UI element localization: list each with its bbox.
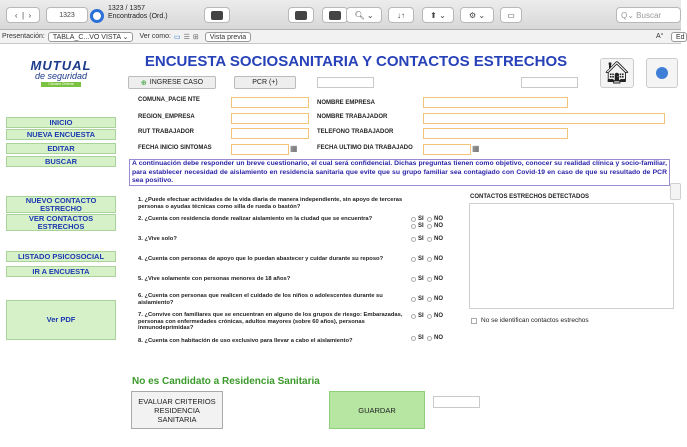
radio-icon <box>427 336 432 341</box>
settings-button[interactable] <box>460 7 494 23</box>
delete-record-icon <box>329 11 341 20</box>
form-view-icon[interactable]: ▭ <box>173 33 181 41</box>
no-contacts-checkbox[interactable]: No se identifican contactos estrechos <box>471 317 589 324</box>
list-view-icon[interactable]: ☰ <box>183 33 190 41</box>
pcr-button[interactable]: PCR (+) <box>234 76 296 89</box>
search-field[interactable]: Q⌄ Buscar <box>616 7 681 23</box>
share-icon: ⬆ ⌄ <box>430 10 446 20</box>
q4-no[interactable]: NO <box>427 256 443 262</box>
evaluar-criterios-button[interactable]: EVALUAR CRITERIOS RESIDENCIA SANITARIA <box>131 391 223 429</box>
font-size-button[interactable]: A° <box>656 33 664 40</box>
radio-icon <box>411 277 416 282</box>
toolbar <box>0 0 681 30</box>
q8-si[interactable]: SI <box>411 335 424 341</box>
region-label: REGION_EMPRESA <box>138 114 195 120</box>
comuna-field[interactable] <box>231 97 309 108</box>
radio-icon <box>427 277 432 282</box>
q1-no[interactable]: NO <box>427 223 443 229</box>
layout-select[interactable]: TABLA_C...VO VISTA ⌄ <box>48 32 134 42</box>
calendar-icon[interactable]: ▦ <box>290 144 298 153</box>
mutual-logo: MUTUAL de seguridad Cámara Chilena <box>30 58 92 86</box>
radio-icon <box>411 297 416 302</box>
page-title: ENCUESTA SOCIOSANITARIA Y CONTACTOS ESTRECHOS <box>144 53 568 70</box>
radio-icon <box>427 257 432 262</box>
q3-no[interactable]: NO <box>427 236 443 242</box>
contacts-title: CONTACTOS ESTRECHOS DETECTADOS <box>470 194 590 200</box>
nombre-trabajador-field[interactable] <box>423 113 665 124</box>
nombre-trabajador-label: NOMBRE TRABAJADOR <box>317 114 388 120</box>
q7-no[interactable]: NO <box>427 313 443 319</box>
q3-si[interactable]: SI <box>411 236 424 242</box>
sidebar-item-nuevo-contacto[interactable]: NUEVO CONTACTO ESTRECHO <box>6 196 116 213</box>
rut-label: RUT TRABAJADOR <box>138 129 194 135</box>
sidebar <box>0 44 124 447</box>
question-6: 6. ¿Cuenta con personas que realicen el cuidado de los niños o adolescentes durante su aislamiento? <box>138 293 383 306</box>
radio-icon <box>427 224 432 229</box>
question-1: 1. ¿Puede efectuar actividades de la vida diaria de manera independiente, sin apoyo de terceras personas o ayudas técnicas como silla de rueda o bastón? <box>138 197 403 210</box>
app-button[interactable] <box>646 58 678 88</box>
question-5: 5. ¿Vive solamente con personas menores de 18 años? <box>138 276 291 282</box>
record-status: 1323 / 1357 Encontrados (Ord.) <box>108 5 168 20</box>
question-7: 7. ¿Convive con familiares que se encuentran en alguno de los grupos de riesgo: Embarazadas, personas con enfermedades crónicas, adultos mayores (sobre 60 años), personas inmunodeprimidas? <box>138 312 403 331</box>
edit-layout-button[interactable] <box>500 7 522 23</box>
sidebar-item-ir-a-encuesta[interactable]: IR A ENCUESTA <box>6 266 116 277</box>
result-text: No es Candidato a Residencia Sanitaria <box>132 376 320 387</box>
q5-si[interactable]: SI <box>411 276 424 282</box>
telefono-field[interactable] <box>423 128 568 139</box>
pcr-field[interactable] <box>317 77 374 88</box>
q6-si[interactable]: SI <box>411 296 424 302</box>
fecha-ultimo-field[interactable] <box>423 144 471 155</box>
status-field[interactable] <box>433 396 480 408</box>
new-record-button[interactable] <box>288 7 314 23</box>
telefono-label: TELEFONO TRABAJADOR <box>317 129 394 135</box>
question-8: 8. ¿Cuenta con habitación de uso exclusivo para llevar a cabo el aislamiento? <box>138 338 353 344</box>
extra-field[interactable] <box>521 77 578 88</box>
radio-icon <box>411 314 416 319</box>
sidebar-item-buscar[interactable]: BUSCAR <box>6 156 116 167</box>
radio-icon <box>427 314 432 319</box>
records-view-button[interactable] <box>204 7 230 23</box>
q2-si[interactable]: SI <box>411 216 424 222</box>
guardar-button[interactable]: GUARDAR <box>329 391 425 429</box>
fecha-ultimo-label: FECHA ULTIMO DIA TRABAJADO <box>317 145 413 151</box>
ingrese-caso-button[interactable]: ⊕ INGRESE CASO <box>128 76 216 89</box>
sidebar-item-editar[interactable]: EDITAR <box>6 143 116 154</box>
new-record-icon <box>295 11 307 20</box>
view-as-label: Ver como: <box>139 33 171 40</box>
radio-icon <box>427 237 432 242</box>
edit-button[interactable]: Ed <box>671 32 687 42</box>
sort-icon: ↓↑ <box>397 10 405 20</box>
radio-icon <box>411 217 416 222</box>
add-icon: ⊕ <box>140 79 147 87</box>
layout-bar <box>0 30 685 44</box>
home-button[interactable] <box>600 58 634 88</box>
q8-no[interactable]: NO <box>427 335 443 341</box>
sidebar-item-listado-psicosocial[interactable]: LISTADO PSICOSOCIAL <box>6 251 116 262</box>
gear-icon: ⚙ ⌄ <box>468 10 486 20</box>
search-icon: Q⌄ <box>621 10 637 20</box>
sidebar-item-ver-contactos[interactable]: VER CONTACTOS ESTRECHOS <box>6 214 116 231</box>
q5-no[interactable]: NO <box>427 276 443 282</box>
contacts-list[interactable] <box>469 203 674 309</box>
table-view-icon[interactable]: ⊞ <box>192 33 199 41</box>
checkbox-icon <box>471 318 477 324</box>
share-button[interactable] <box>422 7 454 23</box>
preview-button[interactable]: Vista previa <box>205 32 251 42</box>
radio-icon <box>427 217 432 222</box>
q4-si[interactable]: SI <box>411 256 424 262</box>
delete-record-button[interactable] <box>322 7 348 23</box>
sidebar-item-ver-pdf[interactable]: Ver PDF <box>6 300 116 340</box>
nav-arrows[interactable]: ‹ | › <box>6 7 40 23</box>
fecha-inicio-field[interactable] <box>231 144 289 155</box>
scroll-handle[interactable] <box>670 183 681 200</box>
radio-icon <box>411 224 416 229</box>
radio-icon <box>411 336 416 341</box>
layout-icon: ▭ <box>507 10 515 20</box>
home-icon: 🏠︎ <box>603 60 631 85</box>
sort-button[interactable] <box>388 7 414 23</box>
question-4: 4. ¿Cuenta con personas de apoyo que lo puedan abastecer y cuidar durante su reposo? <box>138 256 384 262</box>
calendar-icon[interactable]: ▦ <box>472 144 480 153</box>
fecha-inicio-label: FECHA INICIO SINTOMAS <box>138 145 212 151</box>
radio-icon <box>411 237 416 242</box>
region-field[interactable] <box>231 113 309 124</box>
presentation-label: Presentación: <box>2 33 45 40</box>
radio-icon <box>411 257 416 262</box>
q6-no[interactable]: NO <box>427 296 443 302</box>
q1-si[interactable]: SI <box>411 223 424 229</box>
question-2: 2. ¿Cuenta con residencia donde realizar aislamiento en la ciudad que se encuentra? <box>138 216 373 222</box>
app-icon <box>656 67 668 79</box>
nombre-empresa-field[interactable] <box>423 97 568 108</box>
q2-no[interactable]: NO <box>427 216 443 222</box>
radio-icon <box>427 297 432 302</box>
q7-si[interactable]: SI <box>411 313 424 319</box>
progress-circle-icon <box>90 9 104 23</box>
comuna-label: COMUNA_PACIE NTE <box>138 97 200 103</box>
notice-text: A continuación debe responder un breve cuestionario, el cual será confidencial. Dichas preguntas tienen como objetivo, conocer su realidad clínica y socio-familiar, para establecer necesidad de aislamiento en residencia sanitaria que evite que su grupo familiar sea contagiado con Covid-19 en caso de que su resultado de PCR sea positivo. <box>129 159 670 186</box>
sidebar-item-inicio[interactable]: INICIO <box>6 117 116 128</box>
question-3: 3. ¿Vive solo? <box>138 236 177 242</box>
search-icon: 🔍︎ ⌄ <box>354 10 374 20</box>
record-input[interactable]: 1323 <box>46 7 88 23</box>
nombre-empresa-label: NOMBRE EMPRESA <box>317 100 376 106</box>
sidebar-item-nueva-encuesta[interactable]: NUEVA ENCUESTA <box>6 129 116 140</box>
rut-field[interactable] <box>231 128 309 139</box>
find-button[interactable] <box>346 7 382 23</box>
records-icon <box>211 11 223 20</box>
